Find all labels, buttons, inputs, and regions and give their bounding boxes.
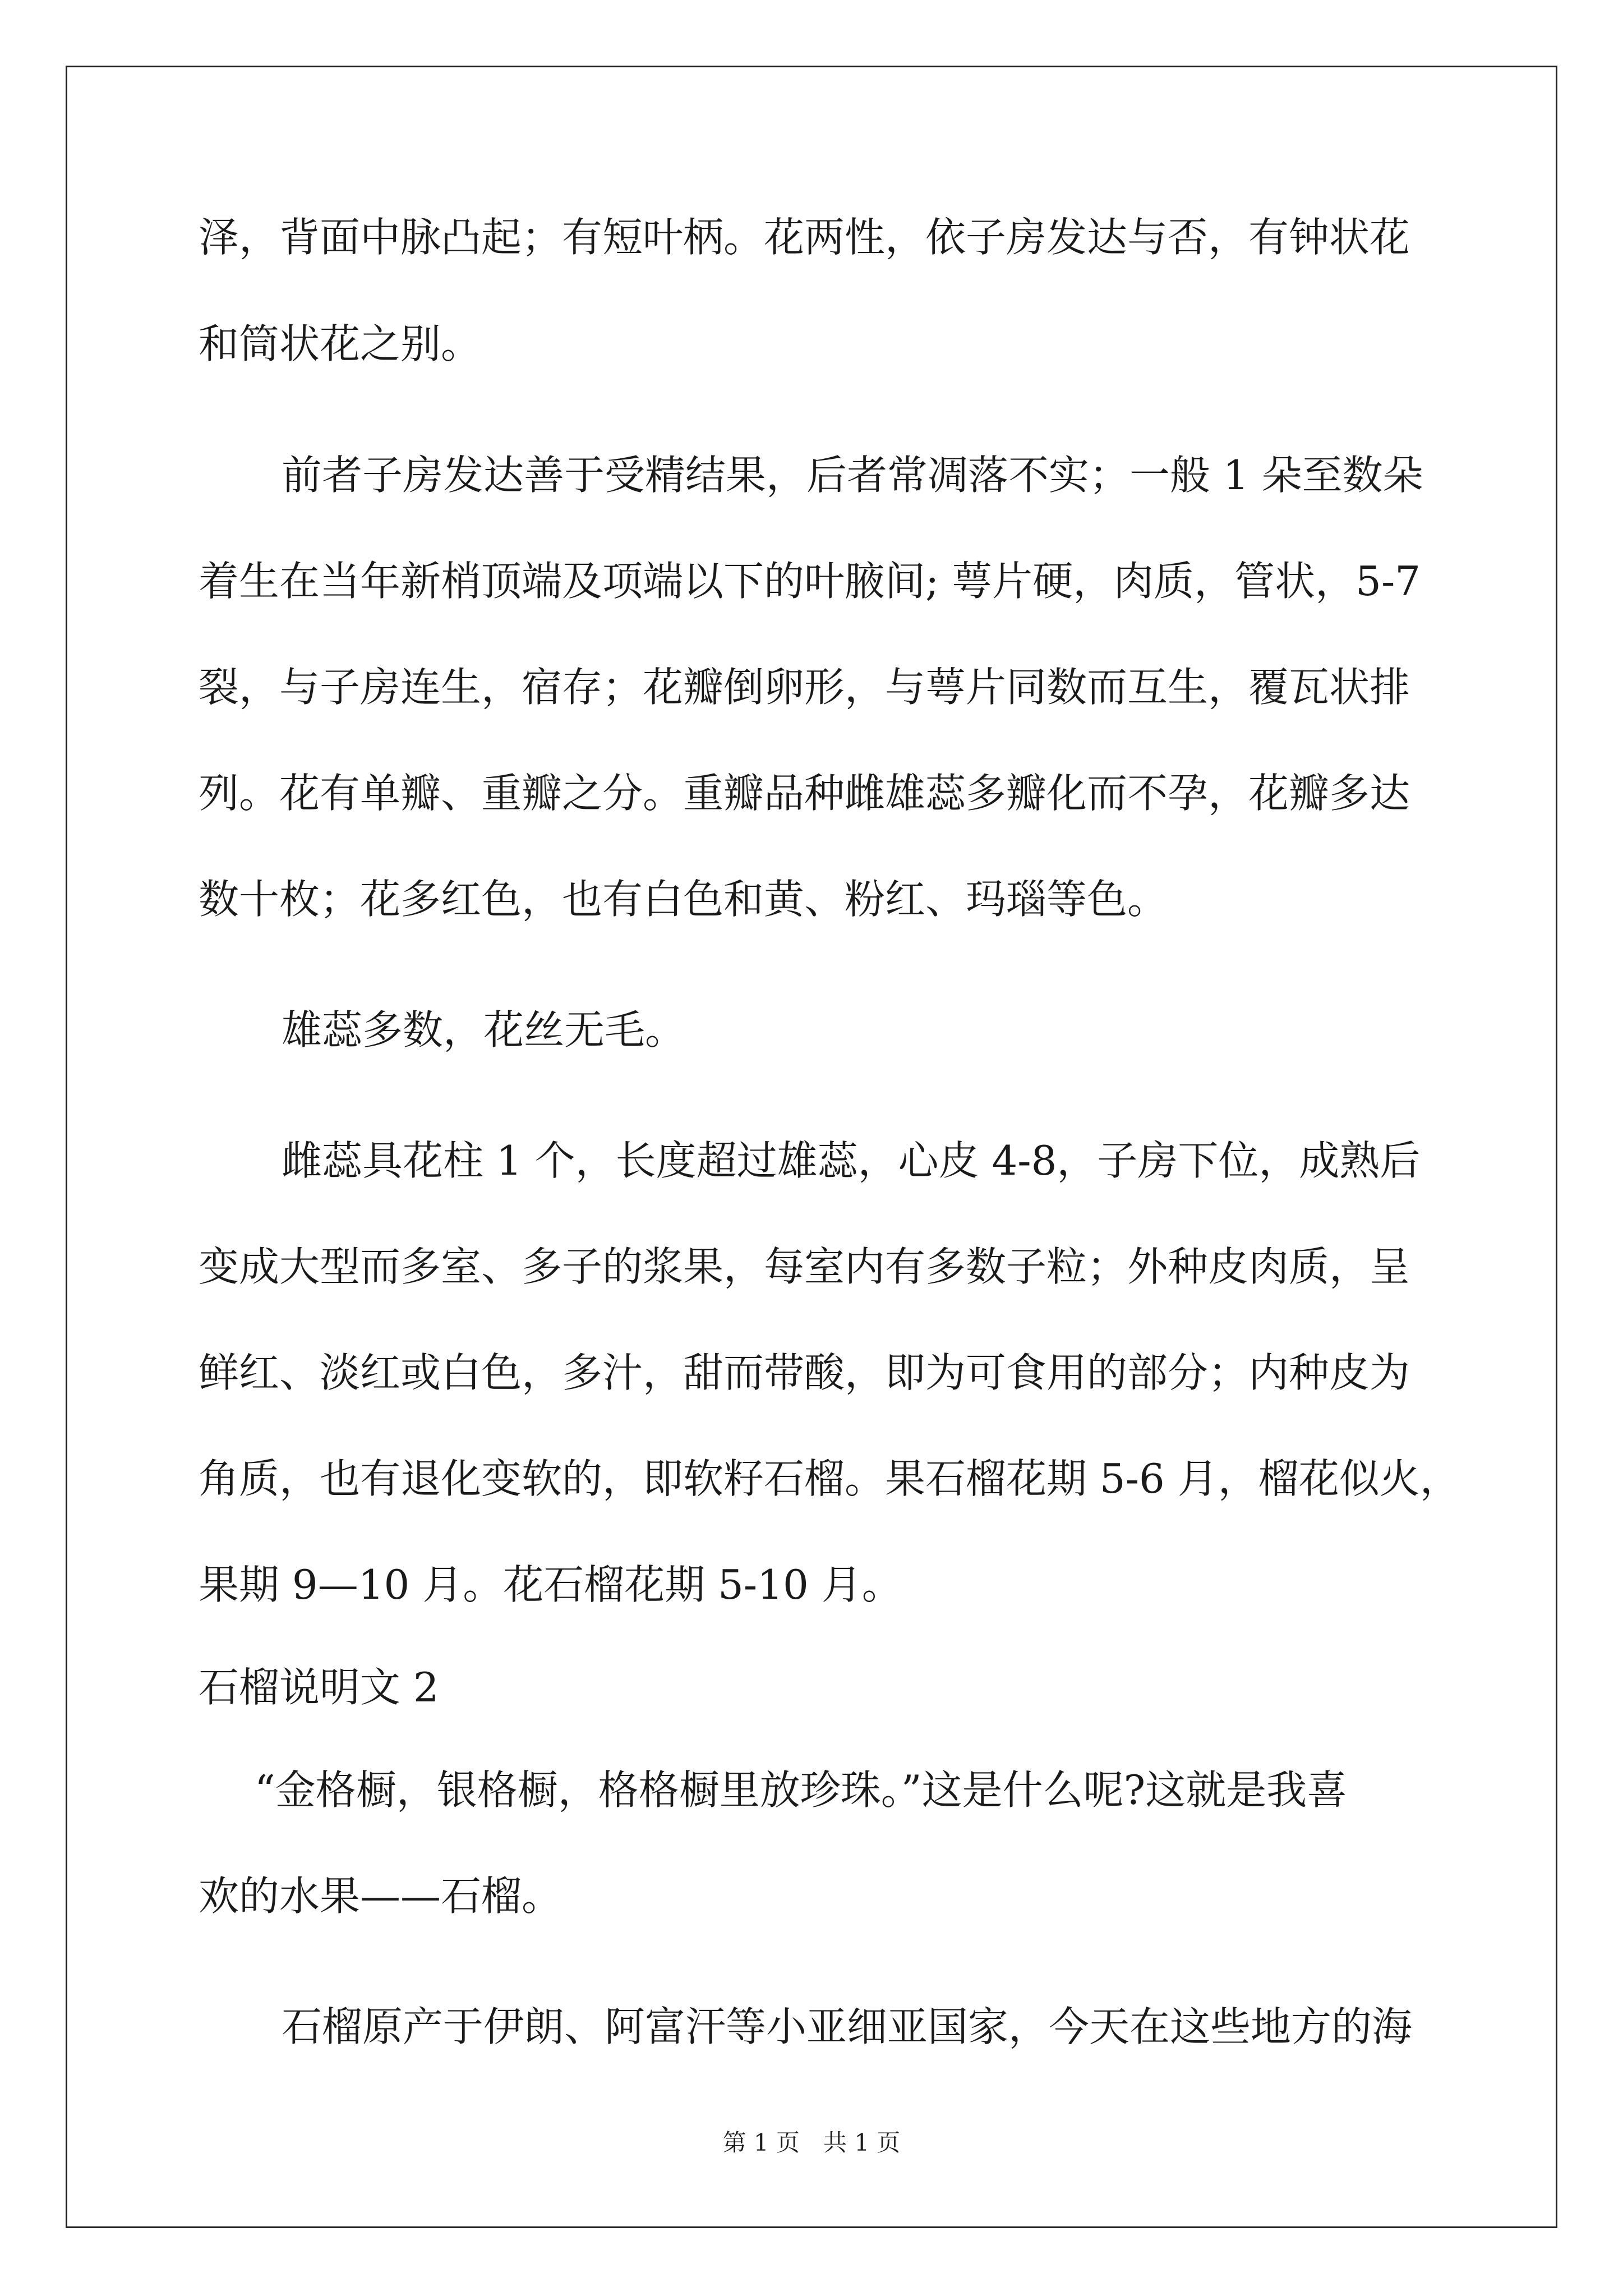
paragraph-start-line: 雄蕊多数，花丝无毛。: [282, 1006, 686, 1053]
paragraph-start-line: 雌蕊具花柱 1 个，长度超过雄蕊，心皮 4-8，子房下位，成熟后: [282, 1137, 1421, 1184]
text-line: 着生在当年新梢顶端及项端以下的叶腋间; 萼片硬，肉质，管状，5-7: [199, 558, 1421, 605]
text-line: 角质，也有退化变软的，即软籽石榴。果石榴花期 5-6 月，榴花似火，: [199, 1455, 1460, 1502]
section-heading: 石榴说明文 2: [199, 1664, 439, 1711]
text-line: 变成大型而多室、多子的浆果，每室内有多数子粒；外种皮肉质，呈: [199, 1243, 1410, 1290]
paragraph-start-line: 石榴原产于伊朗、阿富汗等小亚细亚国家，今天在这些地方的海: [282, 2003, 1413, 2050]
text-line: 果期 9—10 月。花石榴花期 5-10 月。: [199, 1561, 902, 1608]
page-number-footer: 第 1 页 共 1 页: [722, 2129, 901, 2156]
text-line: 和筒状花之别。: [199, 320, 482, 367]
text-line: 裂，与子房连生，宿存；花瓣倒卵形，与萼片同数而互生，覆瓦状排: [199, 664, 1410, 711]
text-line: 列。花有单瓣、重瓣之分。重瓣品种雌雄蕊多瓣化而不孕，花瓣多达: [199, 770, 1410, 817]
text-line: 泽，背面中脉凸起；有短叶柄。花两性，依子房发达与否，有钟状花: [199, 214, 1410, 261]
text-line: 鲜红、淡红或白色，多汁，甜而带酸，即为可食用的部分；内种皮为: [199, 1349, 1410, 1396]
paragraph-start-line: “金格橱，银格橱，格格橱里放珍珠。”这是什么呢?这就是我喜: [255, 1766, 1348, 1814]
text-line: 数十枚；花多红色，也有白色和黄、粉红、玛瑙等色。: [199, 876, 1168, 923]
text-line: 欢的水果——石榴。: [199, 1872, 562, 1920]
paragraph-start-line: 前者子房发达善于受精结果，后者常凋落不实；一般 1 朵至数朵: [282, 452, 1423, 499]
